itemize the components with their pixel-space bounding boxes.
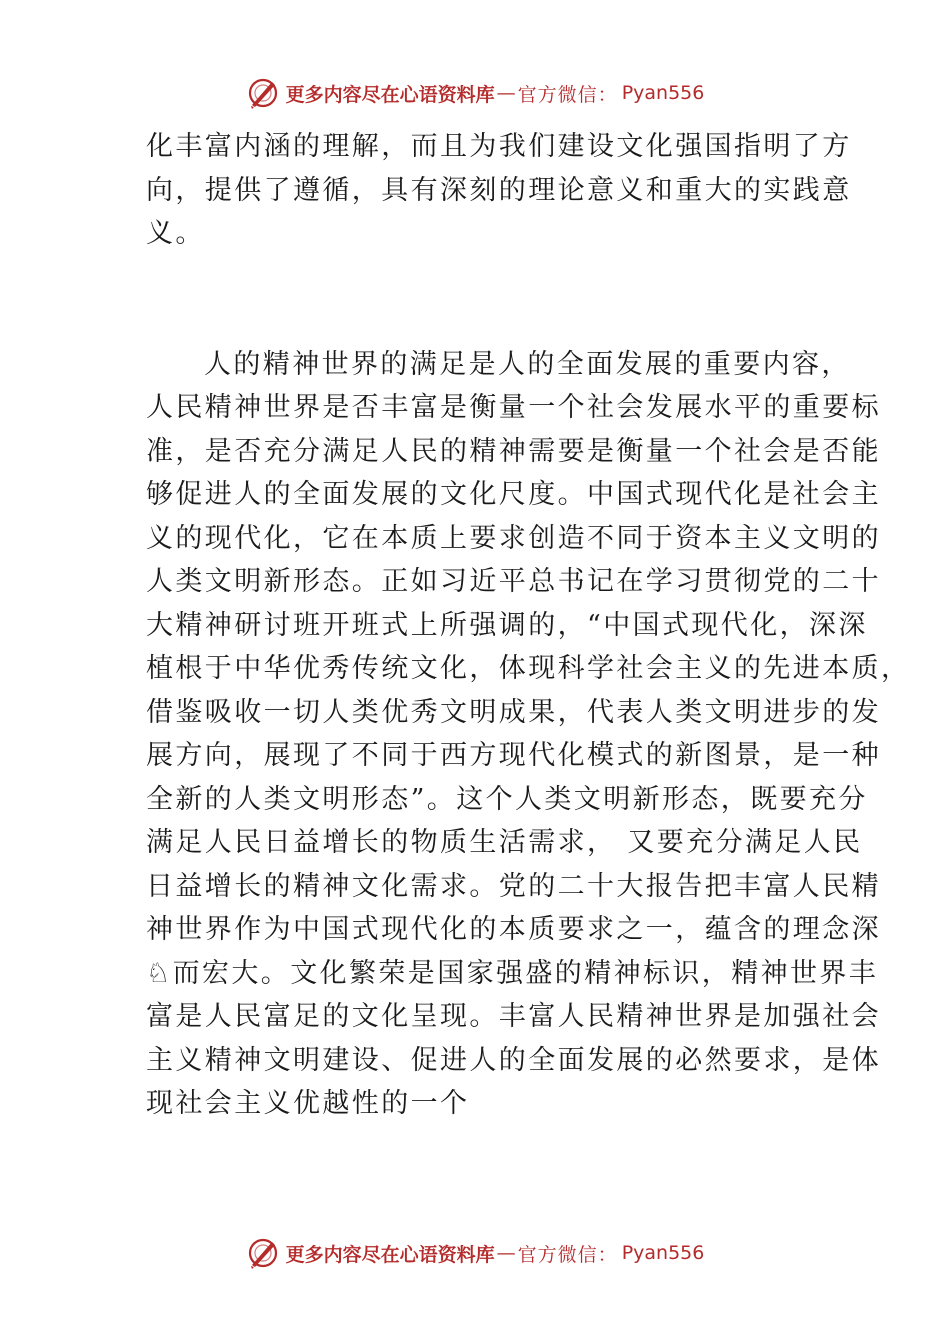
text-line: 大精神研讨班开班式上所强调的，“中国式现代化，深深: [146, 609, 868, 641]
text-line: 化丰富内涵的理解，而且为我们建设文化强国指明了方: [146, 131, 852, 162]
document-body: [146, 125, 911, 1126]
text-line: ♘而宏大。文化繁荣是国家强盛的精神标识，精神世界丰: [146, 957, 879, 989]
text-line: 义。: [146, 218, 205, 249]
header-banner-text: [286, 80, 705, 107]
brand-text: 更多内容尽在心语资料库: [285, 83, 495, 106]
text-line: 展方向，展现了不同于西方现代化模式的新图景，是一种: [146, 740, 881, 771]
brush-logo-icon: [246, 1236, 280, 1270]
text-line: 够促进人的全面发展的文化尺度。中国式现代化是社会主: [146, 479, 881, 510]
text-line: 人民精神世界是否丰富是衡量一个社会发展水平的重要标: [146, 392, 881, 423]
footer-banner-text: [286, 1240, 705, 1267]
page-header-banner: [0, 73, 950, 113]
text-line: 植根于中华优秀传统文化，体现科学社会主义的先进本质，: [146, 653, 911, 684]
brush-logo-icon: [246, 76, 280, 110]
paragraph-2: [146, 343, 911, 1126]
wechat-label: 官方微信：: [517, 1243, 618, 1266]
text-line: 现社会主义优越性的一个: [146, 1088, 470, 1119]
wechat-id: Pyan556: [621, 82, 705, 104]
text-line: 向，提供了遵循，具有深刻的理论意义和重大的实践意: [146, 174, 852, 206]
wechat-label: 官方微信：: [517, 83, 618, 106]
text-line: 人类文明新形态。正如习近平总书记在学习贯彻党的二十: [146, 566, 881, 597]
page-footer-banner: [0, 1233, 950, 1273]
paragraph-gap: [146, 256, 836, 343]
text-line: 日益增长的精神文化需求。党的二十大报告把丰富人民精: [146, 870, 881, 902]
text-line: 准，是否充分满足人民的精神需要是衡量一个社会是否能: [146, 435, 881, 467]
banner-dash: —: [496, 82, 516, 104]
brand-text: 更多内容尽在心语资料库: [285, 1243, 495, 1266]
wechat-id: Pyan556: [621, 1242, 705, 1264]
text-line: 主义精神文明建设、促进人的全面发展的必然要求，是体: [146, 1044, 881, 1076]
text-line: 神世界作为中国式现代化的本质要求之一，蕴含的理念深: [146, 914, 881, 945]
text-line: 全新的人类文明形态”。这个人类文明新形态，既要充分: [146, 783, 868, 815]
text-line: 满足人民日益增长的物质生活需求， 又要充分满足人民: [146, 827, 863, 858]
banner-dash: —: [496, 1242, 516, 1264]
text-line: 富是人民富足的文化呈现。丰富人民精神世界是加强社会: [146, 1001, 881, 1032]
text-line: 义的现代化，它在本质上要求创造不同于资本主义文明的: [146, 522, 881, 554]
text-line: 人的精神世界的满足是人的全面发展的重要内容，: [204, 348, 851, 380]
text-line: 借鉴吸收一切人类优秀文明成果，代表人类文明进步的发: [146, 696, 881, 728]
paragraph-1: [146, 125, 852, 256]
